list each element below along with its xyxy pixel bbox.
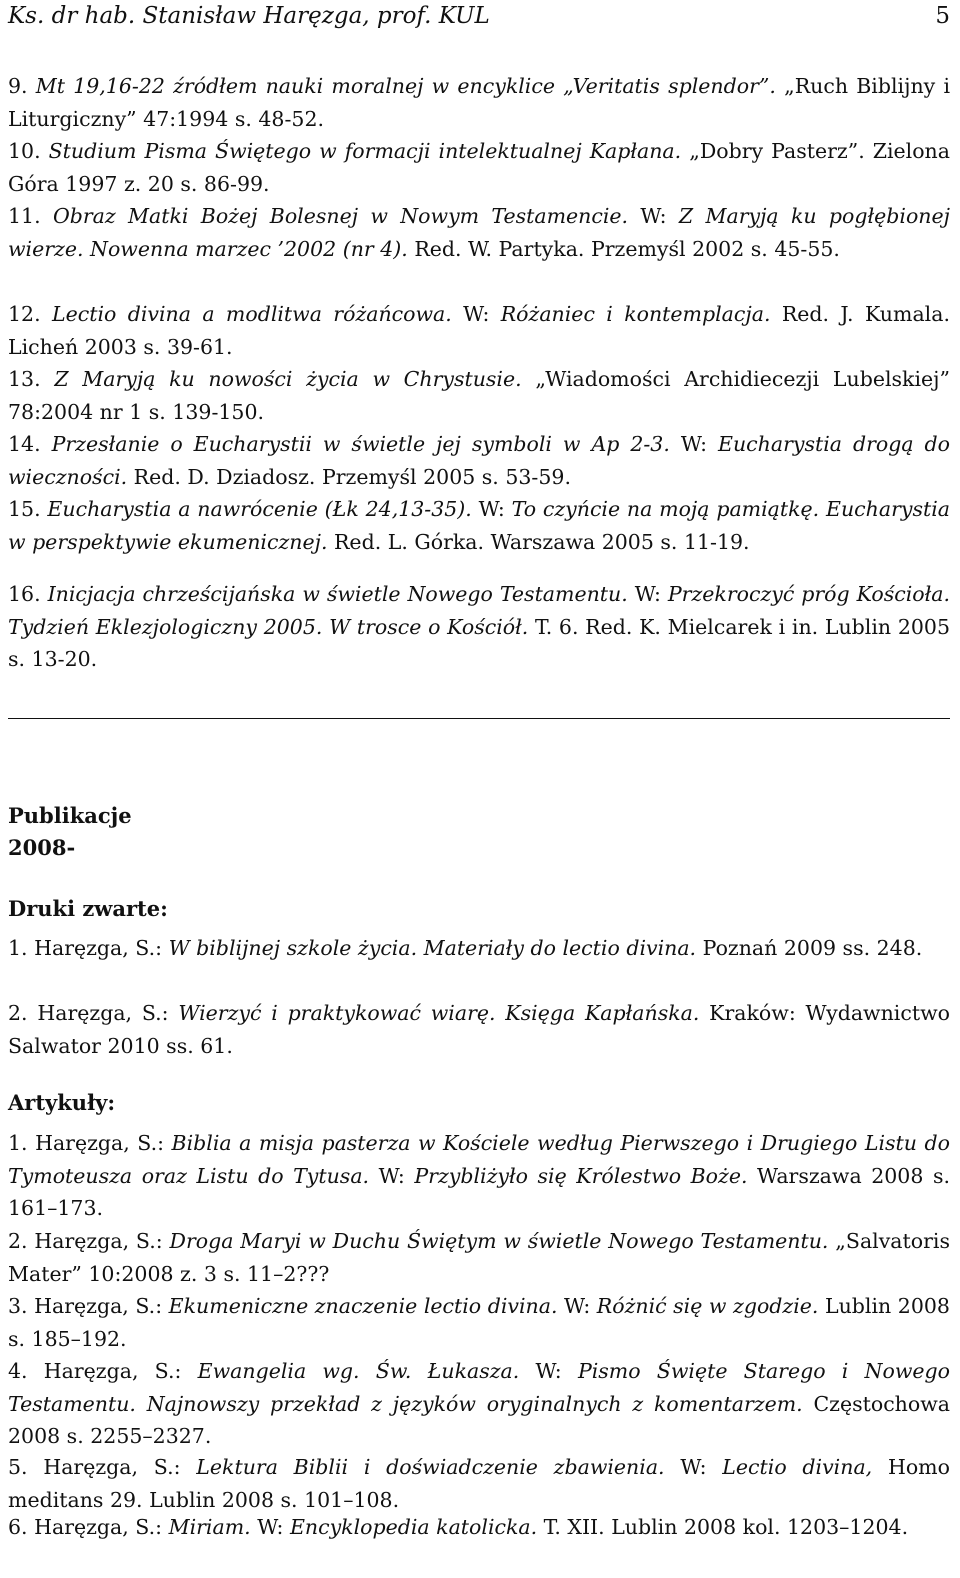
entry-title: Przesłanie o Eucharystii w świetle jej symboli w Ap 2-3. [51, 432, 670, 456]
entry-9 [8, 70, 950, 135]
entry-title: Studium Pisma Świętego w formacji intelektualnej Kapłana. [48, 139, 682, 163]
entry-details: Warszawa 2008 s. 161–173. [8, 1163, 950, 1221]
entry-number: 2. [8, 1001, 28, 1025]
entry-in-label: W: [564, 1294, 591, 1318]
entry-number: 13. [8, 367, 41, 391]
entry-author: Haręzga, S.: [37, 1001, 169, 1025]
entry-title: W biblijnej szkole życia. Materiały do lectio divina. [168, 936, 697, 960]
entry-title: Obraz Matki Bożej Bolesnej w Nowym Testamencie. [52, 204, 629, 228]
entry-details: Red. L. Górka. Warszawa 2005 s. 11-19. [334, 529, 750, 554]
entry-title: Mt 19,16-22 źródłem nauki moralnej w encyklice „Veritatis splendor”. [35, 74, 776, 98]
entry-source: Eucharystia drogą do wieczności. [8, 432, 950, 489]
entry-author: Haręzga, S.: [43, 1359, 182, 1383]
entry-author: Haręzga, S.: [35, 1131, 165, 1155]
entry-number: 10. [8, 139, 41, 163]
entry-13 [8, 363, 950, 428]
entry-in-label: W: [640, 204, 667, 228]
entry-number: 11. [8, 204, 41, 228]
entry-details: T. 6. Red. K. Mielcarek i in. Lublin 2005 s. 13-20. [8, 614, 950, 672]
entry-details: „Salvatoris Mater” 10:2008 z. 3 s. 11–2??? [8, 1229, 950, 1286]
entry-details: „Wiadomości Archidiecezji Lubelskiej” 78:2004 nr 1 s. 139-150. [8, 367, 950, 424]
entry-14 [8, 428, 950, 493]
entry-author: Haręzga, S.: [34, 1294, 163, 1318]
entry-details: Kraków: Wydawnictwo Salwator 2010 ss. 61. [8, 1001, 950, 1058]
entry-details: T. XII. Lublin 2008 kol. 1203–1204. [543, 1515, 909, 1539]
entry-title: Lektura Biblii i doświadczenie zbawienia. [196, 1455, 665, 1479]
entry-10 [8, 135, 950, 200]
entry-details: Lublin 2008 s. 185–192. [8, 1294, 950, 1351]
entry-title: Z Maryją ku nowości życia w Chrystusie. [54, 367, 522, 391]
entry-title: Inicjacja chrześcijańska w świetle Nowego Testamentu. [47, 582, 628, 606]
entry-author: Haręzga, S.: [34, 936, 163, 960]
entry-number: 9. [8, 74, 28, 98]
entry-source: Różnić się w zgodzie. [596, 1294, 819, 1318]
entry-details: „Ruch Biblijny i Liturgiczny” 47:1994 s. 48-52. [8, 74, 950, 131]
article-1 [8, 1127, 950, 1225]
entry-number: 6. [8, 1515, 28, 1539]
entry-title: Lectio divina a modlitwa różańcowa. [51, 302, 452, 326]
articles-heading: Artykuły: [8, 1090, 116, 1115]
entry-details: Red. J. Kumala. Licheń 2003 s. 39-61. [8, 302, 950, 359]
entry-source: Różaniec i kontemplacja. [500, 302, 771, 326]
entry-number: 5. [8, 1455, 28, 1479]
section-title: Publikacje [8, 803, 132, 828]
entry-details: Częstochowa 2008 s. 2255–2327. [8, 1391, 950, 1449]
entry-details: Red. W. Partyka. Przemyśl 2002 s. 45-55. [414, 236, 840, 261]
entry-12 [8, 298, 950, 363]
entry-15 [8, 493, 950, 558]
header-author: Ks. dr hab. Stanisław Haręzga, prof. KUL [8, 3, 490, 29]
book-2 [8, 997, 950, 1062]
entry-number: 15. [8, 497, 41, 521]
entry-in-label: W: [478, 497, 505, 521]
entry-number: 3. [8, 1294, 28, 1318]
article-5 [8, 1451, 950, 1516]
entry-source: Przekroczyć próg Kościoła. Tydzień Eklezjologiczny 2005. W trosce o Kościół. [8, 582, 950, 639]
running-header [8, 2, 950, 32]
entry-source: To czyńcie na moją pamiątkę. Eucharystia w perspektywie ekumenicznej. [8, 497, 950, 554]
entry-details: „Dobry Pasterz”. Zielona Góra 1997 z. 20 s. 86-99. [8, 139, 950, 196]
entry-title: Ekumeniczne znaczenie lectio divina. [168, 1294, 558, 1318]
entry-in-label: W: [378, 1163, 405, 1188]
entry-16 [8, 578, 950, 676]
entry-source: Lectio divina, [722, 1455, 873, 1479]
entry-in-label: W: [680, 1455, 707, 1479]
entry-number: 1. [8, 1131, 28, 1155]
article-4 [8, 1355, 950, 1453]
entry-in-label: W: [463, 302, 490, 326]
entry-title: Ewangelia wg. Św. Łukasza. [197, 1359, 520, 1383]
entry-number: 4. [8, 1359, 28, 1383]
entry-number: 16. [8, 582, 41, 606]
entry-author: Haręzga, S.: [43, 1455, 181, 1479]
entry-title: Wierzyć i praktykować wiarę. Księga Kapłańska. [178, 1001, 700, 1025]
entry-details: Homo meditans 29. Lublin 2008 s. 101–108. [8, 1455, 950, 1512]
entry-source: Przybliżyło się Królestwo Boże. [414, 1163, 748, 1188]
entry-11 [8, 200, 950, 265]
entry-in-label: W: [257, 1515, 284, 1539]
entry-title: Eucharystia a nawrócenie (Łk 24,13-35). [47, 497, 472, 521]
entry-author: Haręzga, S.: [34, 1229, 163, 1253]
article-3 [8, 1290, 950, 1355]
section-years: 2008- [8, 835, 76, 860]
article-6 [8, 1511, 950, 1544]
section-divider [8, 718, 950, 719]
books-heading: Druki zwarte: [8, 896, 168, 921]
entry-title: Biblia a misja pasterza w Kościele według Pierwszego i Drugiego Listu do Tymoteusza oraz Listu do Tytusa. [8, 1131, 950, 1188]
entry-in-label: W: [634, 582, 661, 606]
entry-details: Poznań 2009 ss. 248. [702, 936, 923, 960]
entry-number: 2. [8, 1229, 28, 1253]
entry-source: Encyklopedia katolicka. [289, 1515, 538, 1539]
entry-number: 14. [8, 432, 41, 456]
entry-details: Red. D. Dziadosz. Przemyśl 2005 s. 53-59. [133, 464, 571, 489]
article-2 [8, 1225, 950, 1290]
entry-source: Z Maryją ku pogłębionej wierze. Nowenna marzec ’2002 (nr 4). [8, 204, 950, 261]
entry-title: Droga Maryi w Duchu Świętym w świetle Nowego Testamentu. [169, 1229, 829, 1253]
entry-in-label: W: [535, 1359, 562, 1383]
entry-number: 1. [8, 936, 28, 960]
entry-source: Pismo Święte Starego i Nowego Testamentu. Najnowszy przekład z języków oryginalnych z komentarzem. [8, 1359, 950, 1416]
entry-in-label: W: [680, 432, 708, 456]
entry-number: 12. [8, 302, 41, 326]
entry-author: Haręzga, S.: [34, 1515, 163, 1539]
book-1 [8, 932, 950, 965]
entry-title: Miriam. [168, 1515, 251, 1539]
page-number: 5 [935, 3, 950, 29]
